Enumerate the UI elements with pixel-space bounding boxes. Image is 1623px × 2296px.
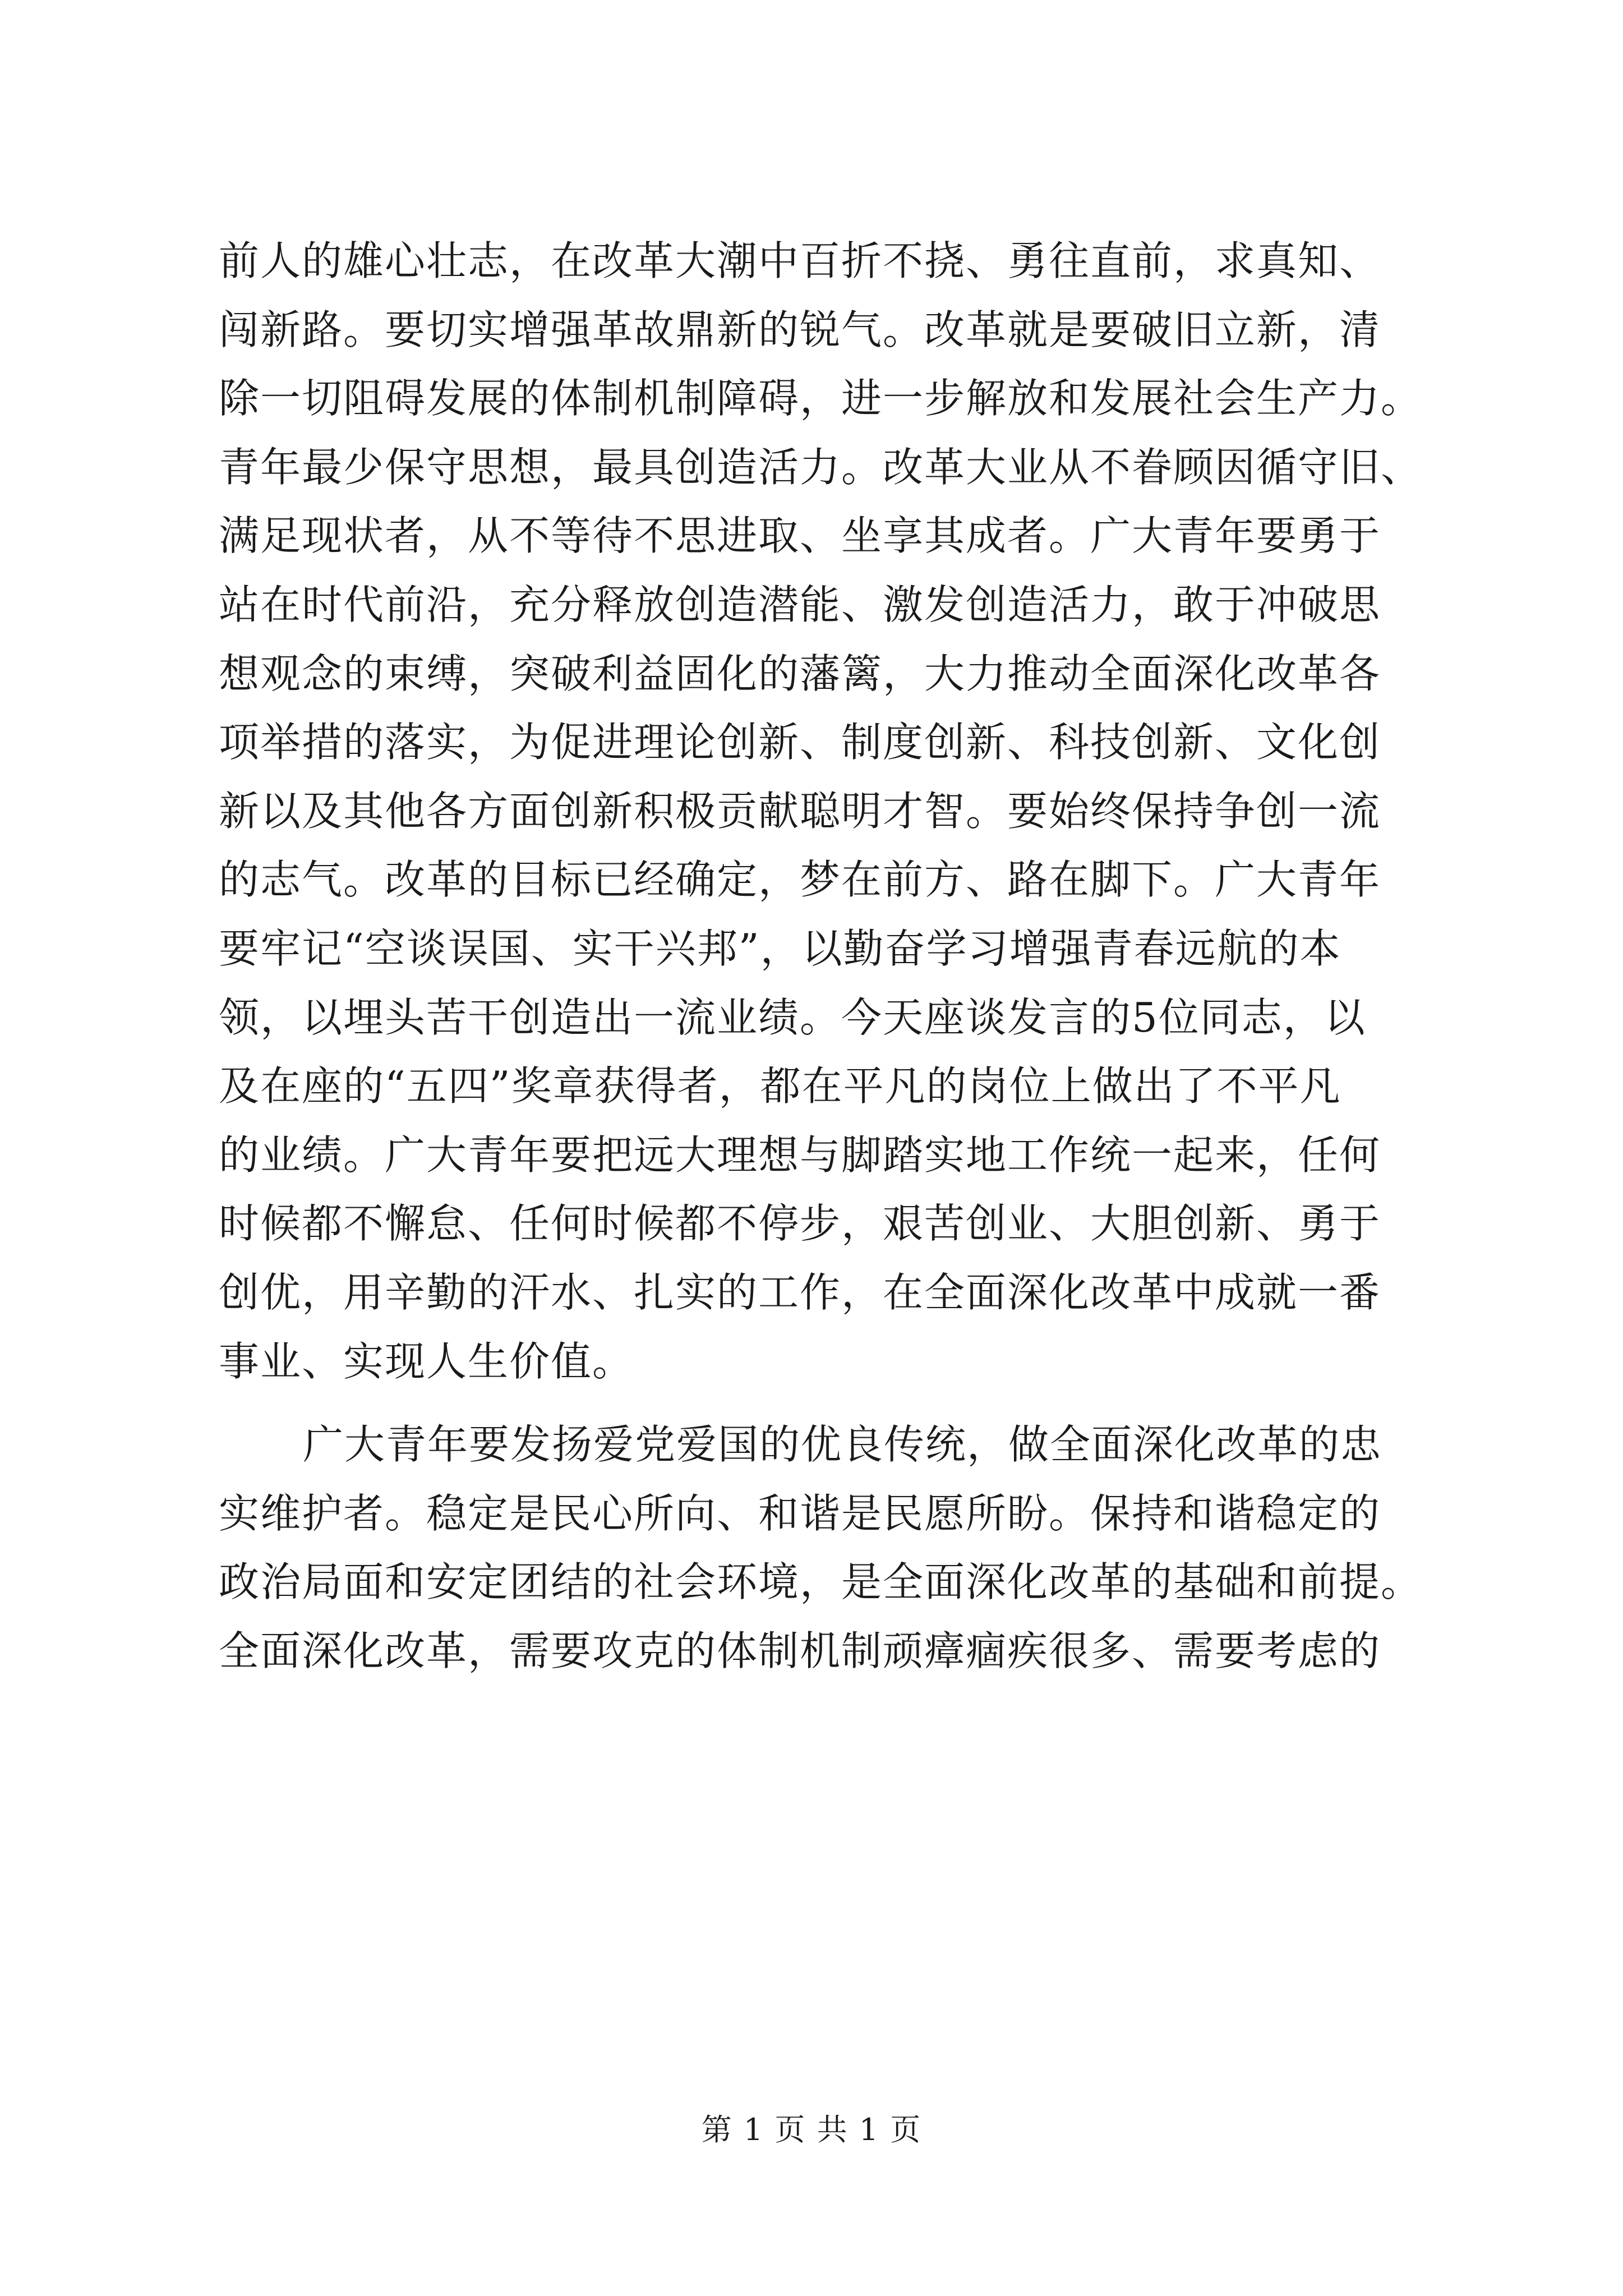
text-line: 实维护者。稳定是民心所向、和谐是民愿所盼。保持和谐稳定的 [219,1489,1381,1537]
text-line: 事业、实现人生价值。 [219,1337,634,1385]
text-line: 广大青年要发扬爱党爱国的优良传统，做全面深化改革的忠 [303,1421,1382,1469]
paragraph-2 [219,1410,1430,1685]
text-line: 项举措的落实，为促进理论创新、制度创新、科技创新、文化创 [219,719,1381,766]
text-line: 闯新路。要切实增强革故鼎新的锐气。改革就是要破旧立新，清 [219,306,1381,353]
text-line: 除一切阻碍发展的体制机制障碍，进一步解放和发展社会生产力。 [219,375,1423,422]
text-line: 青年最少保守思想，最具创造活力。改革大业从不眷顾因循守旧、 [219,443,1423,491]
paragraph-1 [219,227,1430,1396]
paragraph-spacing [219,1396,1430,1410]
text-line: 前人的雄心壮志，在改革大潮中百折不挠、勇往直前，求真知、 [219,237,1381,284]
page-number-label: 第 1 页 共 1 页 [701,2112,922,2147]
body-text [219,227,1430,1685]
text-line: 想观念的束缚，突破利益固化的藩篱，大力推动全面深化改革各 [219,650,1381,697]
text-line: 全面深化改革，需要攻克的体制机制顽瘴痼疾很多、需要考虑的 [219,1627,1381,1674]
text-line: 政治局面和安定团结的社会环境，是全面深化改革的基础和前提。 [219,1558,1423,1606]
text-line: 站在时代前沿，充分释放创造潜能、激发创造活力，敢于冲破思 [219,581,1381,628]
text-line: 创优，用辛勤的汗水、扎实的工作，在全面深化改革中成就一番 [219,1268,1381,1316]
text-line: 新以及其他各方面创新积极贡献聪明才智。要始终保持争创一流 [219,787,1381,835]
text-line: 的业绩。广大青年要把远大理想与脚踏实地工作统一起来，任何 [219,1131,1381,1179]
text-line: 满足现状者，从不等待不思进取、坐享其成者。广大青年要勇于 [219,512,1381,560]
page-footer [0,2110,1623,2150]
text-line: 的志气。改革的目标已经确定，梦在前方、路在脚下。广大青年 [219,856,1381,904]
text-line: 要牢记“空谈误国、实干兴邦”，以勤奋学习增强青春远航的本 [219,924,1341,972]
text-line: 时候都不懈怠、任何时候都不停步，艰苦创业、大胆创新、勇于 [219,1200,1381,1248]
text-line: 及在座的“五四”奖章获得者，都在平凡的岗位上做出了不平凡 [219,1062,1341,1110]
text-line: 领，以埋头苦干创造出一流业绩。今天座谈发言的5位同志，以 [219,993,1366,1041]
